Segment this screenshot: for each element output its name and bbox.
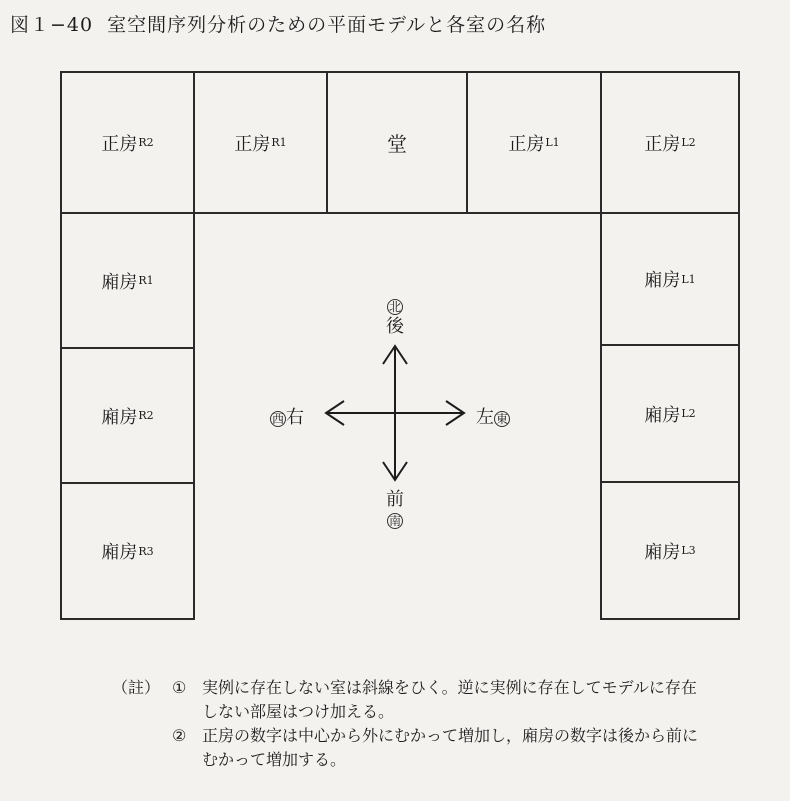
room-xiangfang-l3 — [600, 481, 740, 620]
compass-west — [270, 403, 304, 429]
room-sub: R3 — [138, 544, 154, 558]
direction-west: 西 — [272, 412, 285, 426]
room-label: 正房 — [644, 133, 681, 155]
compass-east — [476, 403, 510, 429]
room-zhengfang-l1 — [466, 71, 602, 214]
compass-arrows — [300, 320, 500, 490]
room-label: 廂房 — [644, 404, 681, 426]
room-label: 堂 — [387, 132, 407, 156]
note-text: 実例に存在しない室は斜線をひく。逆に実例に存在してモデルに存在しない部屋はつけ加える。 — [202, 678, 697, 721]
room-xiangfang-l1 — [600, 212, 740, 346]
room-sub: R2 — [138, 409, 154, 422]
notes-head: （註） — [112, 678, 161, 697]
room-sub: L1 — [545, 136, 560, 149]
room-zhengfang-r2 — [60, 71, 195, 214]
room-label: 正房 — [101, 133, 138, 155]
room-zhengfang-l2 — [600, 71, 740, 214]
room-sub: R1 — [138, 274, 154, 287]
room-xiangfang-l2 — [600, 344, 740, 483]
figure-number: 図１−40 — [10, 14, 94, 36]
room-label: 廂房 — [644, 541, 681, 563]
room-xiangfang-r3 — [60, 482, 195, 620]
compass-south — [378, 490, 412, 531]
label-left: 左 — [476, 407, 494, 428]
room-sub: L2 — [681, 136, 696, 149]
direction-north: 北 — [388, 300, 401, 314]
room-sub: R2 — [138, 136, 154, 149]
figure-caption — [10, 10, 546, 37]
note-text: 正房の数字は中心から外にむかって増加し，廂房の数字は後から前にむかって増加する。 — [202, 726, 699, 769]
room-sub: R1 — [271, 136, 287, 149]
room-label: 廂房 — [101, 542, 138, 563]
label-right: 右 — [286, 407, 305, 428]
room-xiangfang-r2 — [60, 347, 195, 484]
note-mark: ② — [172, 726, 187, 745]
note-mark: ① — [172, 678, 187, 697]
room-label: 正房 — [508, 133, 545, 155]
room-sub: L3 — [681, 544, 696, 557]
room-sub: L1 — [681, 272, 696, 286]
room-label: 廂房 — [644, 270, 681, 291]
label-front: 前 — [386, 489, 404, 510]
compass-north — [378, 296, 412, 337]
note-item — [112, 724, 702, 772]
room-zhengfang-r1 — [193, 71, 328, 214]
room-xiangfang-r1 — [60, 212, 195, 349]
notes-block — [112, 676, 702, 772]
room-label: 廂房 — [101, 406, 138, 428]
room-tang-hall — [326, 71, 468, 214]
direction-south: 南 — [388, 514, 401, 528]
note-item — [112, 676, 702, 724]
room-sub: L2 — [681, 407, 696, 420]
room-label: 正房 — [234, 133, 271, 155]
figure-title: 室空間序列分析のための平面モデルと各室の名称 — [107, 14, 547, 36]
room-label: 廂房 — [101, 271, 138, 293]
direction-east: 東 — [496, 412, 509, 426]
label-rear: 後 — [386, 316, 404, 337]
